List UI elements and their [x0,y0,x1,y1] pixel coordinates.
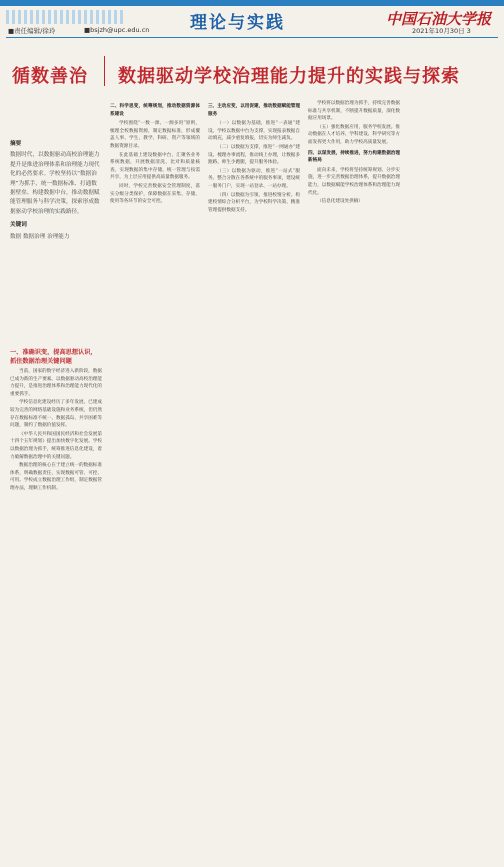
newspaper-logo: 中国石油大学报 [386,10,492,28]
section-1-heading: 一、准确识变，提高思想认识，抓住数据治理关键问题 [10,349,97,365]
header-decoration [6,10,126,24]
paragraph: （五）强化数据应用，服务学校发展。推动数据在人才培养、学科建设、科学研究等方面发挥更大作用，助力学校高质量发展。 [308,124,400,145]
paragraph: 数据治理的核心在于建立统一的数据标准体系，明确数据责任，实现数据可管、可控、可用。学校成立数据治理工作组，制定数据管理办法，理顺工作机制。 [10,463,102,491]
paragraph: （二）以数据为支撑，推进“一网通办”建设。梳理办事流程，推动线上办理，让数据多跑路、师生少跑腿，提升服务体验。 [208,144,300,166]
page-header [0,0,504,38]
paragraph: （一）以数据为基础，推进“一表通”建设。学校以数据中台为支撑，实现报表数据自动填充，减少重复填报，切实为师生减负。 [208,121,300,142]
body-column-5 [408,100,496,860]
section-heading: 三、主动应变，以用促建，推动数据赋能管理服务 [208,104,300,117]
section-heading: 二、科学思变，统筹规划，推动数据资源体系建设 [110,104,200,117]
paragraph: 同时，学校完善数据安全管理制度，落实分级分类保护，保障数据在采集、存储、使用等各环节的安全可控。 [110,183,200,205]
paragraph: 当前，国家的数字经济进入新阶段，数据已成为新的生产要素。以数据驱动高校治理能力提升，是推进治理体系和治理能力现代化的重要抓手。 [10,369,102,397]
paragraph: 在此基础上建设数据中台，汇聚各业务系统数据，开展数据清洗、比对和质量核查，实现数据的集中存储、统一管理与按需共享，为上层应用提供高质量数据服务。 [110,152,200,181]
article-title: 数据驱动学校治理能力提升的实践与探索 [118,66,460,87]
section-title: 理论与实践 [190,13,285,33]
paragraph: 学校将以数据治理为抓手，持续完善数据标准与共享机制，不断提升数据质量，深化数据应用场景。 [308,101,400,122]
paragraph: 学校围绕“一数一源、一源多用”原则，梳理全校数据资源，制定数据标准，形成覆盖人事、学生、教学、科研、资产等领域的数据资源目录。 [110,121,200,149]
abstract-text: 数据时代，以数据驱动高校治理能力提升是推进治理体系和治理能力现代化的必然要求。学校坚持以“数据治理”为抓手，统一数据标准、打通数据壁垒、构建数据中台，推动数据赋能管理服务与科学决策，探索形成数据驱动学校治理的实践路径。 [10,152,100,215]
header-rule [6,37,498,38]
paragraph: （四）以数据为引领，推进校情分析。构建校情综合分析平台，为学校科学决策、精准管理提供数据支持。 [208,192,300,213]
abstract-block [10,140,100,242]
date-line: 2021年10月30日 3 [412,27,471,35]
paragraph: 学校信息化建设经历了多年发展，已建成较为完善的网络基础设施和业务系统，但仍然存在数据标准不统一、数据孤岛、共享困难等问题，制约了数据价值发挥。 [10,400,102,429]
keywords-label: 关键词 [10,222,27,229]
body-column-3 [208,100,300,860]
keywords-text: 数据 数据治理 治理能力 [10,233,70,240]
paragraph: 《中华人民共和国国民经济和社会发展第十四个五年规划》提出加快数字化发展。学校以数据治理为抓手，统筹推进信息化建设，着力破解数据治理中的关键问题。 [10,431,102,460]
body-column-2 [110,100,200,860]
paragraph: 面向未来，学校将坚持统筹规划、分步实施，进一步完善数据治理体系，提升数据治理能力，以数据赋能学校治理体系和治理能力现代化。 [308,167,400,196]
section-heading: 四、以谋发展，持续推进，努力构建数据治理新格局 [308,150,400,164]
body-column-4 [308,100,400,860]
editor-line: ■责任编辑/徐玲 [8,27,56,35]
body-column-1 [10,368,102,858]
email-line: ■bsjzh@upc.edu.cn [84,26,150,34]
header-color-bar [0,0,504,6]
paragraph: （信息化建设处供稿） [317,199,363,205]
article-author: 循数善治 [12,66,88,87]
abstract-label: 摘要 [10,141,22,147]
keywords-row [10,221,100,242]
title-divider [104,56,105,86]
paragraph: （三）以数据为驱动，推进“一站式”服务。整合分散在各系统中的服务事项，建设统一服务门户，实现一站登录、一站办理。 [208,168,300,189]
